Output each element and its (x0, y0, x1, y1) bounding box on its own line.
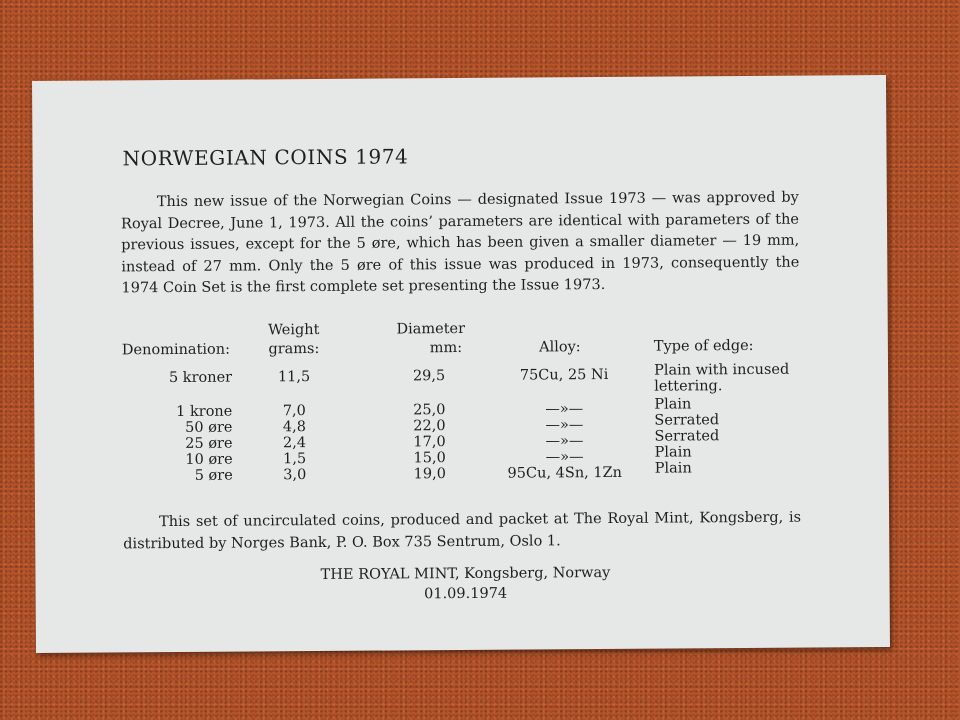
document-title: NORWEGIAN COINS 1974 (122, 144, 409, 171)
document-card (32, 75, 890, 653)
header-diameter-label: Diameter (396, 320, 466, 338)
table-cell-alloy: —»— (545, 433, 584, 450)
table-cell-denomination: 5 kroner (168, 369, 233, 387)
table-cell-diameter: 17,0 (413, 434, 446, 451)
header-diameter (386, 320, 476, 359)
table-cell-alloy: 95Cu, 4Sn, 1Zn (507, 464, 623, 482)
table-cell-denomination: 10 øre (185, 451, 233, 468)
header-alloy: Alloy: (539, 339, 581, 356)
table-cell-weight: 2,4 (282, 435, 307, 452)
table-cell-weight: 11,5 (277, 369, 311, 386)
distribution-paragraph: This set of uncirculated coins, produced and packet at The Royal Mint, Kongsberg, is distributed by Norges Bank, P. O. Box 735 Sentrum, Oslo 1. (123, 509, 802, 552)
header-denomination: Denomination: (121, 341, 231, 359)
table-cell-alloy: 75Cu, 25 Ni (519, 366, 609, 384)
table-cell-weight: 4,8 (282, 419, 307, 436)
table-cell-denomination: 5 øre (194, 467, 233, 484)
header-weight-unit: grams: (268, 340, 320, 358)
table-cell-diameter: 29,5 (412, 368, 446, 385)
table-cell-alloy: —»— (545, 417, 584, 434)
table-cell-weight: 1,5 (283, 451, 307, 468)
header-weight (259, 321, 329, 359)
table-cell-edge: Serrated (654, 412, 720, 429)
table-cell-diameter: 25,0 (413, 402, 446, 419)
table-cell-weight: 7,0 (282, 403, 306, 420)
header-diameter-unit: mm: (429, 339, 463, 357)
table-cell-alloy: —»— (545, 401, 584, 418)
table-cell-diameter: 15,0 (413, 450, 446, 467)
header-weight-label: Weight (268, 321, 320, 339)
table-cell-edge: Serrated (654, 428, 720, 445)
table-cell-denomination: 25 øre (185, 435, 233, 452)
intro-paragraph: This new issue of the Norwegian Coins — designated Issue 1973 — was approved by Royal Decree, June 1, 1973. All the coins’ parameters are identical with parameters of the previous issues, except for the 5 øre, which has been given a smaller diameter — 19 mm, instead of 27 mm. Only the 5 øre of this issue was produced in 1973, consequently the 1974 Coin Set is the first complete set presenting the Issue 1973. (120, 189, 800, 297)
signature-line: THE ROYAL MINT, Kongsberg, Norway (320, 564, 611, 583)
table-cell-diameter: 19,0 (413, 466, 446, 483)
table-cell-edge: Plain (654, 460, 692, 477)
table-cell-denomination: 1 krone (176, 403, 233, 420)
table-cell-diameter: 22,0 (413, 418, 446, 435)
issue-date: 01.09.1974 (424, 585, 508, 603)
table-cell-alloy: —»— (545, 449, 584, 466)
header-edge: Type of edge: (653, 337, 754, 355)
table-cell-denomination: 50 øre (185, 419, 233, 436)
table-cell-edge: Plain (654, 396, 692, 413)
table-cell-weight: 3,0 (283, 467, 307, 484)
table-cell-edge: Plain (654, 444, 692, 461)
table-cell-edge: Plain with incused lettering. (653, 361, 790, 395)
